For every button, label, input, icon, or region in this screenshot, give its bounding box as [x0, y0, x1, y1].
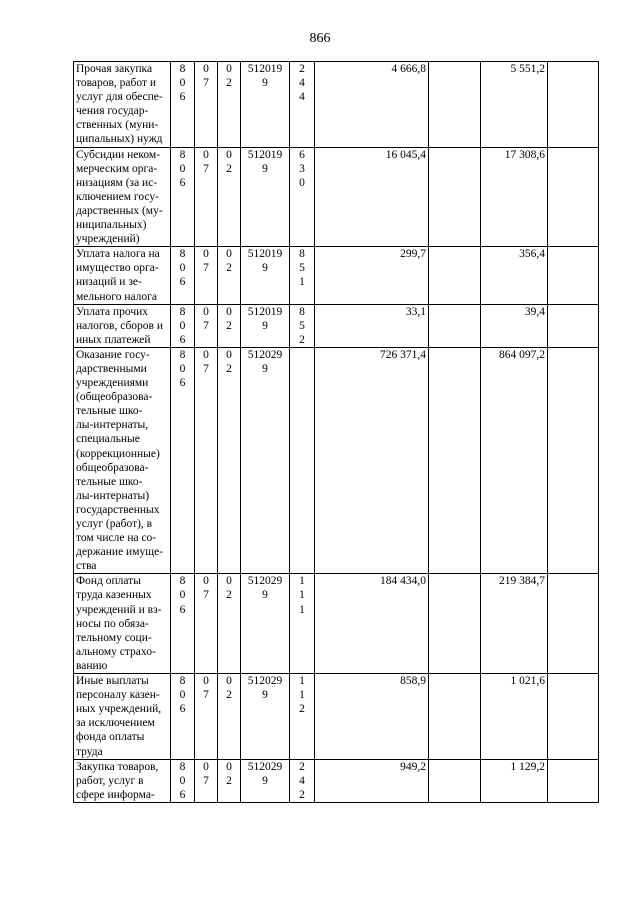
d4-line: 0 [299, 176, 305, 189]
name-line: государственных [76, 503, 160, 516]
d1-line: 6 [179, 703, 186, 716]
empty-cell-2 [548, 304, 599, 347]
d1-line: 0 [179, 319, 186, 332]
d2-code-cell [195, 674, 218, 760]
d3-code-cell [218, 304, 241, 347]
item-name-cell [74, 62, 171, 148]
name-line: общеобразова- [76, 461, 149, 474]
d1-code-cell [171, 674, 195, 760]
d4-line: 2 [299, 788, 305, 801]
target-article-cell [241, 147, 290, 247]
d1-code-cell [171, 347, 195, 574]
empty-cell-1 [429, 62, 481, 148]
name-line: (коррекционные) [76, 447, 160, 460]
d4-line: 1 [299, 575, 305, 588]
d4-line: 1 [299, 689, 305, 702]
d2-code-cell [195, 247, 218, 304]
expense-type-cell [290, 62, 315, 148]
name-line: ных учреждений, [76, 703, 162, 716]
name-line: дарственных (му- [76, 204, 163, 217]
d1-line: 0 [179, 774, 186, 787]
d4-line: 5 [299, 262, 305, 275]
amount-1-cell [315, 247, 429, 304]
d1-line: 8 [179, 575, 186, 588]
d4-line: 1 [299, 276, 305, 289]
d4-line: 2 [299, 703, 305, 716]
amount-2-cell [481, 62, 548, 148]
d2-code-cell [195, 574, 218, 674]
d2-line: 0 [203, 575, 209, 588]
d1-line: 0 [179, 77, 186, 90]
budget-table [73, 61, 599, 803]
table-row [74, 347, 599, 574]
code-line: 512019 [247, 148, 283, 161]
d1-line: 0 [179, 162, 186, 175]
table-row [74, 574, 599, 674]
empty-cell-1 [429, 759, 481, 802]
name-line: труда казенных [76, 589, 152, 602]
amount-1-cell [315, 62, 429, 148]
item-name-cell [74, 759, 171, 802]
target-article-cell [241, 62, 290, 148]
empty-cell-2 [548, 759, 599, 802]
d2-line: 7 [203, 689, 209, 702]
d3-line: 0 [226, 675, 232, 688]
name-line: ванию [76, 659, 108, 672]
d3-code-cell [218, 347, 241, 574]
target-article-cell [241, 674, 290, 760]
d4-line: 1 [299, 589, 305, 602]
amount-2: 219 384,7 [499, 575, 545, 588]
d3-code-cell [218, 759, 241, 802]
d2-line: 7 [203, 589, 209, 602]
empty-cell-1 [429, 147, 481, 247]
expense-type-cell [290, 574, 315, 674]
d1-code-cell [171, 759, 195, 802]
amount-1: 299,7 [400, 248, 426, 261]
name-line: имущество орга- [76, 262, 159, 275]
name-line: товаров, работ и [76, 77, 157, 90]
amount-2-cell [481, 247, 548, 304]
item-name-cell [74, 304, 171, 347]
d1-code-cell [171, 247, 195, 304]
d3-line: 2 [226, 162, 232, 175]
amount-2-cell [481, 147, 548, 247]
code-line: 9 [262, 689, 268, 702]
name-line: лы-интернаты) [76, 489, 150, 502]
target-article-cell [241, 304, 290, 347]
d4-line: 5 [299, 319, 305, 332]
item-name-cell [74, 147, 171, 247]
target-article-cell [241, 574, 290, 674]
expense-type-cell [290, 347, 315, 574]
d1-line: 0 [179, 362, 186, 375]
d2-line: 7 [203, 162, 209, 175]
empty-cell-1 [429, 347, 481, 574]
d1-line: 8 [179, 675, 186, 688]
d1-line: 6 [179, 176, 186, 189]
d4-line: 2 [299, 333, 305, 346]
name-line: учреждений и вз- [76, 603, 162, 616]
d1-line: 0 [179, 689, 186, 702]
d1-line: 6 [179, 603, 186, 616]
name-line: Уплата налога на [76, 248, 160, 261]
amount-1-cell [315, 759, 429, 802]
code-line: 512029 [247, 675, 283, 688]
table-body [74, 62, 599, 803]
name-line: ципальных) нужд [76, 133, 163, 146]
name-line: тельному соци- [76, 631, 152, 644]
d3-code-cell [218, 674, 241, 760]
d4-line: 2 [299, 63, 305, 75]
table-row [74, 304, 599, 347]
d2-line: 7 [203, 262, 209, 275]
empty-cell-2 [548, 147, 599, 247]
amount-2: 1 129,2 [510, 760, 545, 773]
d3-line: 0 [226, 63, 232, 75]
d2-line: 7 [203, 362, 209, 375]
name-line: учреждений) [76, 233, 140, 246]
d3-line: 2 [226, 362, 232, 375]
d3-line: 2 [226, 77, 232, 90]
amount-1: 726 371,4 [380, 348, 426, 361]
code-line: 512019 [247, 248, 283, 261]
d1-line: 8 [179, 148, 186, 161]
item-name-cell [74, 347, 171, 574]
d2-line: 7 [203, 319, 209, 332]
name-line: ства [76, 560, 97, 573]
name-line: мерческим орга- [76, 162, 158, 175]
item-name-cell [74, 574, 171, 674]
name-line: труда [76, 745, 103, 758]
d2-code-cell [195, 347, 218, 574]
d1-line: 6 [179, 276, 186, 289]
code-line: 512029 [247, 348, 283, 361]
d4-line: 4 [299, 91, 305, 104]
name-line: мельного налога [76, 290, 157, 303]
name-line: учреждениями [76, 377, 149, 390]
name-line: ниципальных) [76, 219, 147, 232]
d1-line: 6 [179, 788, 186, 801]
d4-line: 1 [299, 675, 305, 688]
d2-line: 0 [203, 248, 209, 261]
empty-cell-1 [429, 574, 481, 674]
name-line: Уплата прочих [76, 305, 149, 318]
name-line: лы-интернаты, [76, 419, 149, 432]
amount-1-cell [315, 304, 429, 347]
d4-line: 4 [299, 774, 305, 787]
name-line: фонда оплаты [76, 731, 145, 744]
d1-line: 6 [179, 333, 186, 346]
d2-line: 0 [203, 305, 209, 318]
amount-2-cell [481, 574, 548, 674]
d4-line: 1 [299, 603, 305, 616]
target-article-cell [241, 247, 290, 304]
name-line: Прочая закупка [76, 63, 153, 75]
empty-cell-1 [429, 304, 481, 347]
name-line: держание имуще- [76, 546, 164, 559]
expense-type-cell [290, 247, 315, 304]
d4-line: 4 [299, 77, 305, 90]
amount-1-cell [315, 574, 429, 674]
name-line: работ, услуг в [76, 774, 144, 787]
d2-line: 0 [203, 63, 209, 75]
d2-line: 0 [203, 348, 209, 361]
empty-cell-1 [429, 247, 481, 304]
d2-line: 7 [203, 774, 209, 787]
amount-1: 858,9 [400, 675, 426, 688]
d1-line: 0 [179, 589, 186, 602]
name-line: тельные шко- [76, 475, 143, 488]
item-name-cell [74, 247, 171, 304]
d3-line: 0 [226, 760, 232, 773]
d3-line: 2 [226, 319, 232, 332]
empty-cell-2 [548, 574, 599, 674]
amount-2: 39,4 [524, 305, 545, 318]
amount-1: 16 045,4 [385, 148, 426, 161]
name-line: услуг (работ), в [76, 518, 153, 530]
name-line: услуг для обеспе- [76, 91, 163, 104]
amount-1: 33,1 [405, 305, 426, 318]
amount-2: 864 097,2 [499, 348, 545, 361]
d2-code-cell [195, 62, 218, 148]
d1-code-cell [171, 574, 195, 674]
empty-cell-2 [548, 247, 599, 304]
amount-2: 5 551,2 [510, 63, 545, 75]
name-line: персоналу казен- [76, 689, 160, 702]
code-line: 9 [262, 589, 268, 602]
name-line: ключением госу- [76, 190, 159, 203]
d2-code-cell [195, 147, 218, 247]
d1-code-cell [171, 62, 195, 148]
table-row [74, 147, 599, 247]
name-line: тельные шко- [76, 405, 143, 418]
d4-line: 8 [299, 305, 305, 318]
d3-line: 2 [226, 589, 232, 602]
amount-1-cell [315, 674, 429, 760]
d3-line: 0 [226, 348, 232, 361]
code-line: 9 [262, 362, 268, 375]
expense-type-cell [290, 147, 315, 247]
d3-code-cell [218, 147, 241, 247]
amount-2: 1 021,6 [510, 675, 545, 688]
table-row [74, 759, 599, 802]
d4-line: 8 [299, 248, 305, 261]
code-line: 9 [262, 162, 268, 175]
amount-1-cell [315, 347, 429, 574]
d2-line: 0 [203, 675, 209, 688]
name-line: Фонд оплаты [76, 575, 141, 588]
item-name-cell [74, 674, 171, 760]
d2-line: 7 [203, 77, 209, 90]
empty-cell-2 [548, 347, 599, 574]
code-line: 512019 [247, 305, 283, 318]
code-line: 512029 [247, 760, 283, 773]
d3-line: 2 [226, 689, 232, 702]
expense-type-cell [290, 304, 315, 347]
amount-1: 949,2 [400, 760, 426, 773]
name-line: иных платежей [76, 333, 151, 346]
name-line: дарственными [76, 362, 147, 375]
d2-code-cell [195, 304, 218, 347]
d1-line: 8 [179, 248, 186, 261]
amount-2-cell [481, 759, 548, 802]
name-line: том числе на со- [76, 532, 157, 545]
d3-code-cell [218, 62, 241, 148]
d3-code-cell [218, 574, 241, 674]
d1-code-cell [171, 147, 195, 247]
d1-line: 6 [179, 91, 186, 104]
code-line: 9 [262, 262, 268, 275]
d2-line: 0 [203, 760, 209, 773]
d1-line: 0 [179, 262, 186, 275]
amount-2-cell [481, 674, 548, 760]
d3-code-cell [218, 247, 241, 304]
d3-line: 0 [226, 305, 232, 318]
empty-cell-2 [548, 674, 599, 760]
name-line: Субсидии неком- [76, 148, 161, 161]
d2-code-cell [195, 759, 218, 802]
code-line: 512019 [247, 63, 283, 75]
name-line: сфере информа- [76, 788, 155, 801]
d3-line: 2 [226, 262, 232, 275]
name-line: носы по обяза- [76, 617, 149, 630]
name-line: альному страхо- [76, 645, 156, 658]
d1-line: 6 [179, 377, 186, 390]
d4-line: 6 [299, 148, 305, 161]
amount-1: 184 434,0 [380, 575, 426, 588]
page-number: 866 [309, 31, 331, 46]
d4-line: 2 [299, 760, 305, 773]
code-line: 9 [262, 77, 268, 90]
table-row [74, 674, 599, 760]
name-line: низациям (за ис- [76, 176, 158, 189]
expense-type-cell [290, 759, 315, 802]
name-line: низаций и зе- [76, 276, 142, 289]
d3-line: 0 [226, 248, 232, 261]
name-line: налогов, сборов и [76, 319, 164, 332]
target-article-cell [241, 759, 290, 802]
amount-2: 356,4 [519, 248, 545, 261]
name-line: чения государ- [76, 105, 149, 118]
name-line: Иные выплаты [76, 675, 149, 688]
name-line: ственных (муни- [76, 119, 159, 132]
d4-line: 3 [299, 162, 305, 175]
name-line: специальные [76, 433, 140, 446]
code-line: 512029 [247, 575, 283, 588]
d1-line: 8 [179, 63, 186, 75]
d3-line: 0 [226, 148, 232, 161]
table-row [74, 247, 599, 304]
empty-cell-2 [548, 62, 599, 148]
d1-line: 8 [179, 348, 186, 361]
d3-line: 2 [226, 774, 232, 787]
d1-line: 8 [179, 305, 186, 318]
code-line: 9 [262, 774, 268, 787]
d1-code-cell [171, 304, 195, 347]
d2-line: 0 [203, 148, 209, 161]
amount-1: 4 666,8 [391, 63, 426, 75]
table-row [74, 62, 599, 148]
d1-line: 8 [179, 760, 186, 773]
code-line: 9 [262, 319, 268, 332]
amount-1-cell [315, 147, 429, 247]
amount-2-cell [481, 347, 548, 574]
amount-2: 17 308,6 [504, 148, 545, 161]
name-line: Закупка товаров, [76, 760, 159, 773]
name-line: (общеобразова- [76, 391, 153, 404]
expense-type-cell [290, 674, 315, 760]
empty-cell-1 [429, 674, 481, 760]
amount-2-cell [481, 304, 548, 347]
target-article-cell [241, 347, 290, 574]
d3-line: 0 [226, 575, 232, 588]
name-line: за исключением [76, 717, 155, 730]
name-line: Оказание госу- [76, 348, 150, 361]
